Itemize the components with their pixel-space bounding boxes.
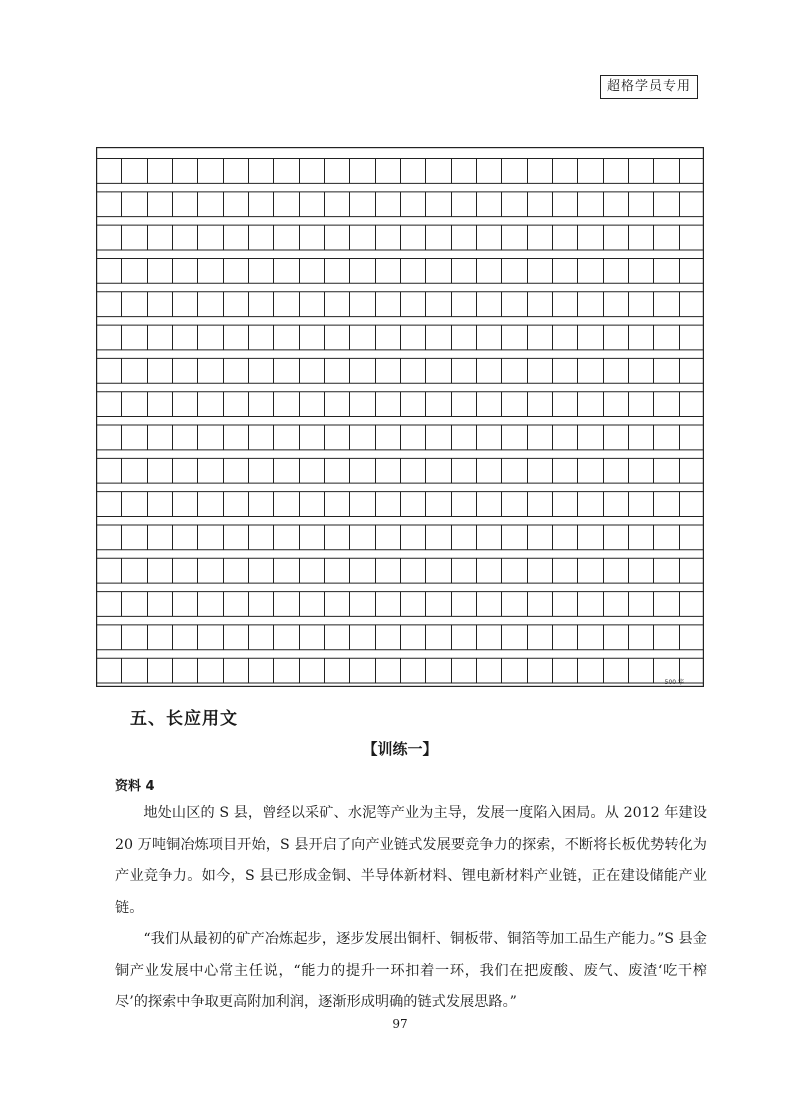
grid-word-count: 500 字 xyxy=(664,679,684,686)
page-number: 97 xyxy=(392,1017,408,1031)
body-text xyxy=(115,798,707,1019)
material-label: 资料 4 xyxy=(115,779,155,794)
section-title: 五、长应用文 xyxy=(130,709,238,729)
writing-grid xyxy=(96,147,704,687)
paragraph-1: 地处山区的 S 县，曾经以采矿、水泥等产业为主导，发展一度陷入困局。从 2012 年建设 20 万吨铜冶炼项目开始，S 县开启了向产业链式发展要竞争力的探索，不断将长板优势转化为产业竞争力。如今，S 县已形成金铜、半导体新材料、锂电新材料产业链，正在建设储能产业链。 xyxy=(115,805,707,916)
training-subtitle: 【训练一】 xyxy=(362,740,438,758)
exclusive-badge: 超格学员专用 xyxy=(600,75,698,99)
paragraph-2: “我们从最初的矿产冶炼起步，逐步发展出铜杆、铜板带、铜箔等加工品生产能力。”S 县金铜产业发展中心常主任说，“能力的提升一环扣着一环，我们在把废酸、废气、废渣‘吃干榨尽’的探索中争取更高附加利润，逐渐形成明确的链式发展思路。” xyxy=(115,931,707,1010)
writing-grid-svg xyxy=(96,147,704,687)
